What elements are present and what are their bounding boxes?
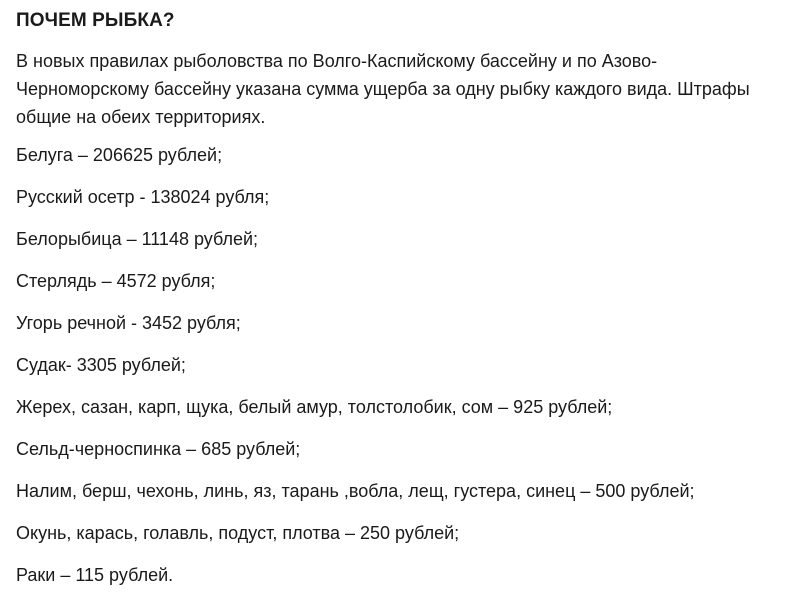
- fine-item-black-herring: Сельд-черноспинка – 685 рублей;: [16, 439, 301, 459]
- fine-list: [16, 141, 784, 603]
- fine-item-river-eel: Угорь речной - 3452 рубля;: [16, 313, 241, 333]
- fine-item-crayfish: Раки – 115 рублей.: [16, 565, 174, 585]
- fine-item-sterlet: Стерлядь – 4572 рубля;: [16, 271, 216, 291]
- article-title: ПОЧЕМ РЫБКА?: [16, 10, 175, 31]
- fine-item-asp-group: Жерех, сазан, карп, щука, белый амур, толстолобик, сом – 925 рублей;: [16, 397, 613, 417]
- fine-item-whitefish: Белорыбица – 11148 рублей;: [16, 229, 259, 249]
- fine-item-perch-group: Окунь, карась, голавль, подуст, плотва – 250 рублей;: [16, 523, 460, 543]
- article-intro: В новых правилах рыболовства по Волго-Каспийскому бассейну и по Азово-Черноморскому бассейну указана сумма ущерба за одну рыбку каждого вида. Штрафы общие на обеих территориях.: [16, 51, 750, 127]
- fine-item-beluga: Белуга – 206625 рублей;: [16, 145, 223, 165]
- fine-item-russian-sturgeon: Русский осетр - 138024 рубля;: [16, 187, 270, 207]
- fine-item-zander: Судак- 3305 рублей;: [16, 355, 186, 375]
- fine-item-burbot-group: Налим, берш, чехонь, линь, яз, тарань ,вобла, лещ, густера, синец – 500 рублей;: [16, 481, 695, 501]
